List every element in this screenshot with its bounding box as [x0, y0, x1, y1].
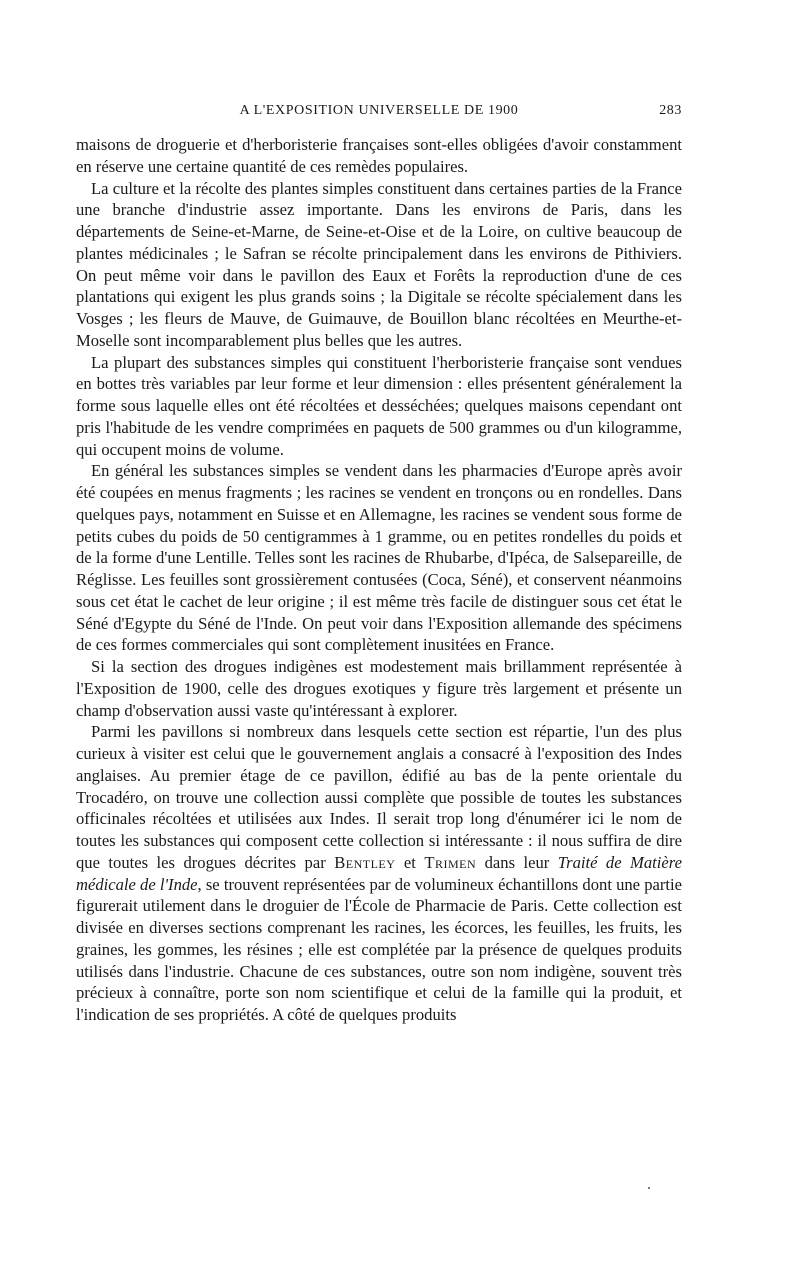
book-title: Traité de Matière médicale de l'Inde [76, 852, 682, 894]
paragraph-4: En général les substances simples se vendent dans les pharmacies d'Europe après avoir été coupées en menus fragments ; les racines se vendent en tronçons ou en rondelles. Dans quelques pays, notamment en Suisse et en Allemagne, les racines se vendent sous forme de petits cubes du poids de 50 centigrammes à 1 gramme, ou en petites rondelles du poids et de la forme d'une Lentille. Telles sont les racines de Rhubarbe, d'Ipéca, de Salsepareille, de Réglisse. Les feuilles sont grossièrement contusées (Coca, Séné), et conservent néanmoins sous cet état le cachet de leur origine ; il est même très facile de distinguer sous cet état le Séné d'Egypte du Séné de l'Inde. On peut voir dans l'Exposition allemande des spécimens de ces formes commerciales qui sont complètement inusitées en France. [76, 461, 682, 655]
paragraph-1: maisons de droguerie et d'herboristerie françaises sont-elles obligées d'avoir constamment en réserve une certaine quantité de ces remèdes populaires. [76, 135, 682, 176]
paragraph-2: La culture et la récolte des plantes simples constituent dans certaines parties de la France une branche d'industrie assez importante. Dans les environs de Paris, dans les départements de Seine-et-Marne, de Seine-et-Oise et de la Loire, on cultive beaucoup de plantes médicinales ; le Safran se récolte principalement dans les environs de Pithiviers. On peut même voir dans le pavillon des Eaux et Forêts la reproduction d'une de ces plantations qui exigent les plus grands soins ; la Digitale se récolte spécialement dans les Vosges ; les fleurs de Mauve, de Guimauve, de Bouillon blanc récoltées en Meurthe-et-Moselle sont incomparablement plus belles que les autres. [76, 178, 682, 350]
paragraph-6-and: et [395, 852, 425, 872]
page-number: 283 [659, 103, 682, 118]
author-bentley: Bentley [334, 852, 396, 872]
running-header [76, 103, 682, 125]
author-trimen: Trimen [424, 852, 477, 872]
paragraph-5: Si la section des drogues indigènes est modestement mais brillamment représentée à l'Exposition de 1900, celle des drogues exotiques y figure très largement et présente un champ d'observation aussi vaste qu'intéressant à explorer. [76, 657, 682, 720]
paragraph-6-text-a: Parmi les pavillons si nombreux dans lesquels cette section est répartie, l'un des plus curieux à visiter est celui que le gouvernement anglais a consacré à l'exposition des Indes anglaises. Au premier étage de ce pavillon, édifié au bas de la pente orientale du Trocadéro, on trouve une collection aussi complète que possible de toutes les substances officinales récoltées et utilisées aux Indes. Il serait trop long d'énumérer ici le nom de toutes les substances qui composent cette collection si intéressante : il nous suffira de dire que toutes les drogues décrites par [76, 722, 682, 872]
paragraph-3: La plupart des substances simples qui constituent l'herboristerie française sont vendues en bottes très variables par leur forme et leur dimension : elles présentent généralement la forme sous laquelle elles ont été récoltées et desséchées; quelques maisons cependant ont pris l'habitude de les vendre comprimées en paquets de 500 grammes ou d'un kilogramme, qui occupent moins de volume. [76, 352, 682, 459]
running-title: A L'EXPOSITION UNIVERSELLE DE 1900 [239, 103, 519, 118]
paragraph-6-text-c: , se trouvent représentées par de volumineux échantillons dont une partie figurerait utilement dans le droguier de l'École de Pharmacie de Paris. Cette collection est divisée en diverses sections comprenant les racines, les écorces, les feuilles, les fruits, les graines, les gommes, les résines ; elle est complétée par la présence de quelques produits utilisés dans l'industrie. Chacune de ces substances, outre son nom indigène, souvent très précieux à connaître, porte son nom scientifique et celui de la famille qui la produit, et l'indication de ses propriétés. A côté de quelques produits [76, 874, 682, 1024]
paragraph-6-text-b: dans leur [476, 852, 558, 872]
print-speck [648, 1187, 650, 1189]
paragraph-6 [76, 721, 682, 1026]
body-text [76, 134, 682, 1026]
